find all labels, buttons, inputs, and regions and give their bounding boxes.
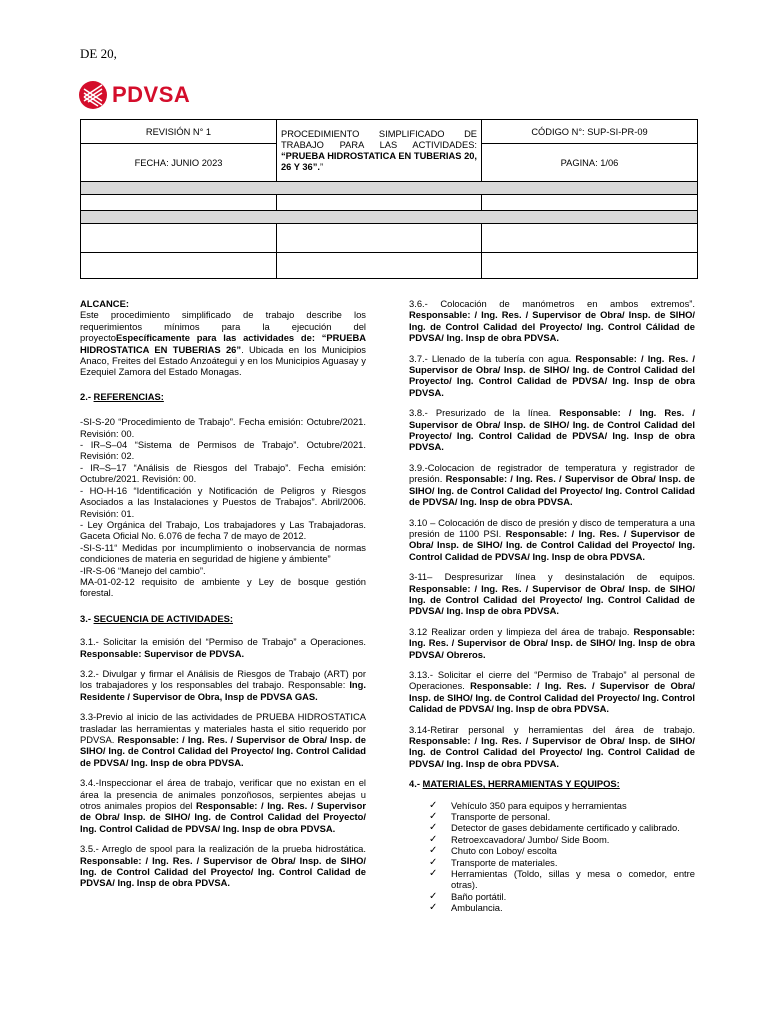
pdvsa-logo-icon [78, 80, 108, 110]
secuencia-heading [80, 613, 366, 624]
step-text: 3-11– Despresurizar línea y desinstalación de equipos. [409, 571, 695, 583]
step-3-4 [80, 777, 366, 834]
step-responsible: Responsable: / Ing. Res. / Supervisor de Obra/ Insp. de SIHO/ Ing. de Control Calidad del Proyecto/ Ing. Control Calidad de PDVSA/ Ing. Insp de obra PDVSA. [80, 854, 366, 889]
step-text: 3.1.- Solicitar la emisión del “Permiso de Trabajo” a Operaciones. [80, 636, 366, 648]
secuencia-number: 3.- [80, 612, 94, 624]
reference-item: - HO-H-16 “Identificación y Notificación de Peligros y Riesgos Asociados a las Instalaciones y Puestos de Trabajos”. Abril/2006. Revisión: 01. [80, 484, 366, 519]
step-responsible: Responsable: / Ing. Res. / Supervisor de Obra/ Insp. de SIHO/ Ing. de Control Calidad del Proyecto/ Ing. Control Calidad de PDVSA/ Ing. Insp de obra PDVSA. [409, 582, 695, 617]
procedure-title-cell [277, 120, 482, 182]
step-responsible: Responsable: / Ing. Res. / Supervisor de Obra/ Insp. de SIHO/ Ing. de Control Calidad del Proyecto/ Ing. Control Calidad de PDVSA/ Ing. Insp de obra PDVSA. [409, 473, 696, 508]
step-text: 3.5.- Arreglo de spool para la realización de la prueba hidrostática. [80, 843, 366, 855]
reference-item: - Ley Orgánica del Trabajo, Los trabajadores y Las Trabajadoras. Gaceta Oficial No. 6.076 de fecha 7 de mayo de 2012. [80, 518, 366, 542]
pdvsa-logo [78, 80, 190, 110]
blank-cell [277, 195, 482, 211]
step-responsible: Responsable: / Ing. Res. / Supervisor de Obra/ Insp. de SIHO/ Ing. de Control Calidad del Proyecto/ Ing. Control Calidad de PDVSA/ Ing. Insp de obra PDVSA. [409, 680, 695, 715]
alcance-title: ALCANCE: [80, 298, 129, 309]
step-text: 3.4.-Inspeccionar el área de trabajo, verificar que no existan en el área la presencia de animales ponzoñosos, serpientes abejas u otros animales propios del [80, 777, 366, 812]
list-item [429, 800, 695, 811]
step-text: 3.13.- Solicitar el cierre del “Permiso de Trabajo” al personal de Operaciones. [409, 668, 695, 692]
blank-cell [81, 253, 277, 279]
materiales-title: MATERIALES, HERRAMIENTAS Y EQUIPOS: [422, 778, 620, 790]
step-text: 3.6.- Colocación de manómetros en ambos extremos”. [409, 298, 695, 309]
material-label: Herramientas (Toldo, sillas y mesa o comedor, entre otras). [451, 868, 695, 891]
material-label: Baño portátil. [451, 890, 507, 902]
step-3-14 [409, 724, 695, 770]
left-column [80, 298, 366, 898]
list-item [429, 857, 695, 868]
alcance-part-2: Específicamente para las actividades de: “PRUEBA HIDROSTATICA EN TUBERIAS 26” [80, 332, 366, 355]
list-item [429, 902, 695, 913]
list-item [429, 868, 695, 891]
document-header-table [80, 119, 698, 279]
step-3-8 [409, 407, 695, 453]
material-label: Ambulancia. [451, 902, 503, 914]
alcance-part-1: Este procedimiento simplificado de trabajo describe los requerimientos mínimos para la ejecución del proyecto [80, 309, 366, 344]
material-label: Transporte de personal. [451, 811, 551, 823]
step-text: 3.2.- Divulgar y firmar el Análisis de Riesgos de Trabajo (ART) por los trabajadores y los responsables del trabajo. Responsable: [80, 667, 366, 691]
blank-cell [482, 253, 698, 279]
checkmark-icon: ✓ [429, 833, 438, 845]
checkmark-icon: ✓ [429, 799, 438, 811]
step-text: 3.3-Previo al inicio de las actividades de PRUEBA HIDROSTATICA trasladar las herramientas y materiales hasta el sitio requerido por PDVSA. [80, 711, 366, 745]
list-item [429, 811, 695, 822]
header-grey-band-2 [81, 211, 698, 224]
blank-cell [482, 224, 698, 253]
step-3-3 [80, 711, 366, 768]
step-3-7 [409, 353, 695, 399]
blank-cell [277, 253, 482, 279]
step-responsible: Ing. Residente / Supervisor de Obra, Insp de PDVSA GAS. [80, 679, 366, 702]
procedure-title-end: ” [319, 161, 324, 172]
step-responsible: Responsable: / Ing. Res. / Supervisor de Obra/ Insp. de SIHO/ Ing. de Control Calidad del Proyecto/ Ing. Control Calidad de PDVSA/ Ing. Insp de obra PDVSA. [409, 352, 695, 398]
step-3-11 [409, 571, 695, 617]
checkmark-icon: ✓ [429, 902, 438, 914]
step-responsible: Responsable: Supervisor de PDVSA. [80, 647, 245, 659]
step-text: 3.9.-Colocacion de registrador de temperatura y registrador de presión. [409, 461, 695, 485]
checkmark-icon: ✓ [429, 890, 438, 902]
step-3-2 [80, 668, 366, 702]
referencias-number: 2.- [80, 390, 94, 402]
alcance-part-3: . Ubicada en los Municipios Anaco, Freites del Estado Anzoátegui y en los Municipios Aguasay y Ezequiel Zamora del Estado Monagas. [80, 343, 366, 378]
step-responsible: Responsable: / Ing. Res. / Supervisor de Obra/ Insp. de SIHO/ Ing. de Control Calidad del Proyecto/ Ing. Control Calidad de PDVSA/ Ing. Insp de obra PDVSA. [409, 407, 695, 453]
secuencia-title: SECUENCIA DE ACTIVIDADES: [93, 612, 233, 624]
materials-list [429, 800, 695, 914]
referencias-heading [80, 391, 366, 402]
material-label: Chuto con Loboy/ escolta [451, 845, 557, 857]
referencias-title: REFERENCIAS: [93, 390, 164, 402]
step-3-10 [409, 517, 695, 563]
references-list [80, 416, 366, 599]
top-note: DE 20, [80, 46, 117, 61]
blank-cell [277, 224, 482, 253]
step-text: 3.8.- Presurizado de la línea. [409, 407, 560, 419]
checkmark-icon: ✓ [429, 811, 438, 823]
step-3-6 [409, 298, 695, 344]
step-responsible: Responsable: Ing. Res. / Supervisor de Obra/ Insp. de SIHO/ Ing. Insp de obra PDVSA/ Obreros. [409, 625, 695, 660]
checkmark-icon: ✓ [429, 868, 438, 880]
header-grey-band-1 [81, 182, 698, 195]
material-label: Retroexcavadora/ Jumbo/ Side Boom. [451, 833, 610, 845]
list-item [429, 891, 695, 902]
list-item [429, 834, 695, 845]
step-text: 3.14-Retirar personal y herramientas del área de trabajo. [409, 723, 695, 735]
step-text: 3.10 – Colocación de disco de presión y disco de temperatura a una presión de 1100 PSI. [409, 516, 695, 539]
blank-cell [482, 195, 698, 211]
alcance-text [80, 309, 366, 377]
reference-item: -SI-S-20 “Procedimiento de Trabajo”. Fecha emisión: Octubre/2021. Revisión: 00. [80, 416, 366, 439]
materiales-number: 4.- [409, 778, 423, 790]
step-3-9 [409, 462, 695, 508]
checkmark-icon: ✓ [429, 856, 438, 868]
codigo-cell: CÓDIGO N°: SUP-SI-PR-09 [482, 120, 698, 144]
step-responsible: Responsable: / Ing. Res. / Supervisor de Obra/ Insp. de SIHO/ Ing. de Control Calidad del Proyecto/ Ing. Control Calidad de PDVSA/ Ing. Insp de obra PDVSA. [409, 735, 695, 769]
step-3-1 [80, 636, 366, 659]
reference-item: -IR-S-06 “Manejo del cambio”. [80, 564, 206, 576]
reference-item: - IR–S–17 “Análisis de Riesgos del Trabajo”. Fecha emisión: Octubre/2021. Revisión: 00. [80, 461, 366, 485]
step-responsible: Responsable: / Ing. Res. / Supervisor de Obra/ Insp. de SIHO/ Ing. de Control Calidad del Proyecto/ Ing. Control Calidad de PDVSA/ Ing. Insp de obra PDVSA. [80, 734, 366, 768]
logo-text: PDVSA [112, 82, 191, 107]
material-label: Transporte de materiales. [451, 856, 558, 868]
materiales-heading [409, 778, 695, 789]
blank-cell [81, 195, 277, 211]
step-responsible: Responsable: / Ing. Res. / Supervisor de Obra/ Insp. de SIHO/ Ing. de Control Calidad del Proyecto/ Ing. Control Calidad de PDVSA/ Ing. Insp de obra PDVSA. [409, 527, 695, 562]
checkmark-icon: ✓ [429, 845, 438, 857]
step-text: 3.12 Realizar orden y limpieza del área de trabajo. [409, 625, 634, 637]
step-responsible: Responsable: / Ing. Res. / Supervisor de Obra/ Insp. de SIHO/ Ing. de Control Calidad del Proyecto/ Ing. Control Calidad de PDVSA/ Ing. Insp de obra PDVSA. [80, 800, 366, 834]
reference-item: - IR–S–04 “Sistema de Permisos de Trabajo”. Octubre/2021. Revisión: 02. [80, 439, 366, 462]
reference-item: MA-01-02-12 requisito de ambiente y Ley de bosque gestión forestal. [80, 575, 366, 599]
step-3-5 [80, 843, 366, 889]
fecha-cell: FECHA: JUNIO 2023 [81, 144, 277, 182]
blank-cell [81, 224, 277, 253]
reference-item: -SI-S-11“ Medidas por incumplimiento o inobservancia de normas condiciones de materia en seguridad de higiene y ámbiente” [80, 541, 366, 565]
pagina-cell: PAGINA: 1/06 [482, 144, 698, 182]
material-label: Detector de gases debidamente certificado y calibrado. [451, 822, 680, 834]
material-label: Vehículo 350 para equipos y herramientas [451, 799, 627, 811]
revision-cell: REVISIÓN N° 1 [81, 120, 277, 144]
right-column [409, 298, 695, 914]
step-3-13 [409, 669, 695, 715]
step-responsible: Responsable: / Ing. Res. / Supervisor de Obra/ Insp. de SIHO/ Ing. de Control Calidad del Proyecto/ Ing. Control Cálidad de PDVSA/ Ing. Insp de obra PDVSA. [409, 309, 695, 344]
step-3-12 [409, 626, 695, 660]
procedure-title-plain: PROCEDIMIENTO SIMPLIFICADO DE TRABAJO PARA LAS ACTIVIDADES: [281, 128, 477, 150]
checkmark-icon: ✓ [429, 822, 438, 834]
procedure-title-bold: “PRUEBA HIDROSTATICA EN TUBERIAS 20, 26 Y 36”. [281, 150, 477, 172]
step-text: 3.7.- Llenado de la tubería con agua. [409, 352, 576, 364]
list-item [429, 822, 695, 833]
list-item [429, 845, 695, 856]
